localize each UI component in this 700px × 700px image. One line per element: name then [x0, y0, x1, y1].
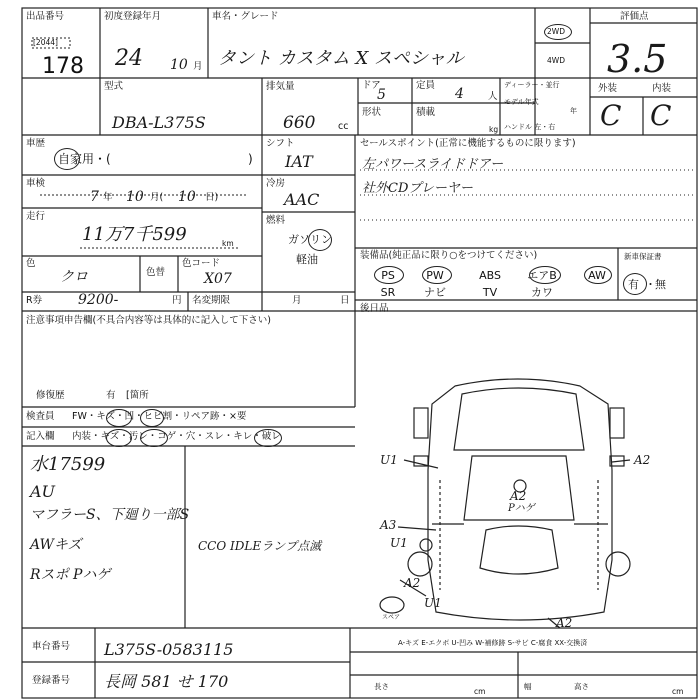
- aircon-value: AAC: [284, 190, 320, 209]
- type-label: 型式: [104, 81, 124, 92]
- history-options: 自家用・(: [58, 152, 111, 166]
- inspector-row-1: FW・キズ・凹・ヒビ割・リペア跡・×要: [72, 411, 247, 422]
- cc-unit: cc: [338, 121, 349, 132]
- color-code-value: X07: [204, 271, 232, 287]
- type-value: DBA-L375S: [112, 113, 206, 132]
- hw-note-1: 水17599: [30, 454, 106, 475]
- name-change-label: 名変期限: [192, 295, 231, 306]
- interior-grade: C: [650, 99, 672, 132]
- model-name: タント カスタム X スペシャル: [218, 48, 464, 69]
- car-label-a2-a: A2: [634, 453, 651, 467]
- shift-label: シフト: [266, 138, 295, 149]
- inspection-label: 車検: [26, 178, 46, 189]
- hw-note-2: AU: [30, 482, 56, 501]
- inspector-row-2: 内装・キズ・汚レ・コゲ・穴・スレ・キレ・破レ: [72, 431, 281, 442]
- history-close: ): [248, 152, 253, 166]
- exterior-grade: C: [600, 99, 622, 132]
- vin-label: 車台番号: [32, 641, 71, 652]
- car-label-u1-a: U1: [380, 453, 398, 467]
- capacity-label: 定員: [416, 80, 436, 91]
- lot-sub: [2044]: [33, 38, 58, 47]
- hw-note-5: Rスポ Pハゲ: [30, 567, 111, 583]
- inspection-month: 10: [126, 189, 144, 205]
- mileage-value: 11万7千599: [82, 224, 187, 245]
- fuel-gasoline: ガソリン: [288, 233, 332, 246]
- dealer-label: ディーラー・並行: [504, 81, 560, 89]
- hw-note-4: AWキズ: [30, 537, 82, 553]
- legend-text: A-キズ E-エクボ U-凹み W-補修跡 S-サビ C-腐食 XX-交換済: [398, 639, 588, 647]
- width-label: 幅: [524, 682, 532, 691]
- reg-year: 24: [115, 46, 143, 71]
- shift-value: IAT: [285, 152, 313, 171]
- rear-items-label: 後日品: [360, 303, 389, 314]
- hw-note-3: マフラーS、下廻り一部S: [30, 507, 190, 523]
- car-label-a2-b: A2: [510, 489, 527, 503]
- displacement-value: 660: [283, 113, 316, 133]
- length-unit: cm: [474, 687, 486, 696]
- eval-label: 評価点: [620, 11, 649, 22]
- eval-score: 3.5: [607, 37, 668, 81]
- color-code-label: 色コード: [182, 258, 221, 269]
- reg-month-unit: 月: [193, 61, 203, 72]
- handle-label: ハンドル 左・右: [504, 123, 556, 131]
- inspector-label-2: 記入欄: [26, 431, 55, 442]
- repair-value: 有: [106, 390, 116, 401]
- plate-value: 長岡 581 せ 170: [104, 672, 229, 691]
- color-change-label: 色替: [146, 267, 166, 278]
- sales-point-1: 左パワースライドドアー: [362, 157, 504, 172]
- equip-sr: SR: [380, 286, 396, 299]
- notes-label: 注意事項申告欄(不具合内容等は具体的に記入して下さい): [26, 315, 271, 326]
- plate-label: 登録番号: [32, 675, 71, 686]
- hw-note-right: CCO IDLEランプ点滅: [198, 539, 322, 553]
- inspection-day: 10: [178, 189, 196, 205]
- warranty-no: 無: [655, 278, 666, 291]
- equip-navi: ナビ: [424, 286, 446, 299]
- spare-label: スペア: [382, 614, 401, 621]
- name-change-month: 月: [292, 295, 302, 306]
- drive-4wd: 4WD: [547, 56, 565, 65]
- equip-leather: カワ: [531, 286, 553, 299]
- car-label-u1-b: U1: [390, 536, 408, 550]
- fuel-label: 燃料: [266, 215, 286, 226]
- inspector-label-1: 検査員: [26, 411, 55, 422]
- lot-number: 178: [42, 54, 84, 79]
- height-label: 高さ: [574, 682, 589, 691]
- drive-2wd: 2WD: [547, 27, 565, 36]
- equip-tv: TV: [482, 286, 498, 299]
- equip-pw: PW: [426, 269, 444, 282]
- color-label: 色: [26, 258, 36, 269]
- inspection-day-unit: 日): [205, 192, 219, 203]
- repair-label: 修復歴: [36, 390, 65, 401]
- model-year-label: モデル年式: [504, 98, 539, 106]
- repair-place: [箇所: [126, 390, 149, 401]
- lot-label: 出品番号: [26, 11, 65, 22]
- equip-abs: ABS: [479, 269, 501, 282]
- load-label: 積載: [416, 107, 436, 118]
- height-unit: cm: [672, 687, 684, 696]
- length-label: 長さ: [374, 682, 389, 691]
- name-change-day: 日: [340, 295, 350, 306]
- door-label: ドア: [362, 80, 381, 91]
- equip-aw: AW: [588, 269, 606, 282]
- model-name-label: 車名・グレード: [212, 11, 279, 22]
- mileage-label: 走行: [26, 211, 46, 222]
- kg-unit: kg: [489, 125, 499, 134]
- sales-points-label: セールスポイント(正常に機能するものに限ります): [360, 138, 576, 149]
- color-value: クロ: [60, 269, 88, 285]
- car-label-a2-c: A2: [404, 576, 421, 590]
- door-value: 5: [377, 87, 386, 103]
- recycle-value: 9200-: [78, 292, 119, 308]
- aircon-label: 冷房: [266, 178, 286, 189]
- equip-airbag: エアB: [527, 269, 557, 282]
- car-label-p-hage: Pハゲ: [508, 503, 535, 514]
- year-unit: 年: [570, 107, 577, 115]
- exterior-label: 外装: [598, 83, 618, 94]
- inspection-year-unit: 年: [103, 192, 113, 203]
- car-label-u1-c: U1: [424, 596, 442, 610]
- warranty-label: 新車保証書: [624, 252, 662, 261]
- car-label-a3: A3: [380, 518, 397, 532]
- recycle-unit: 円: [172, 295, 182, 306]
- equipment-label: 装備品(純正品に限り○をつけてください): [360, 250, 538, 261]
- warranty-yes: 有: [628, 278, 639, 291]
- mileage-unit: km: [222, 239, 234, 248]
- warranty-sep: ・: [645, 278, 656, 291]
- recycle-label: R券: [26, 295, 43, 306]
- equip-ps: PS: [381, 269, 395, 282]
- fuel-light-oil: 軽油: [296, 253, 318, 266]
- capacity-value: 4: [455, 86, 464, 102]
- inspection-year: 7: [90, 189, 99, 205]
- shape-label: 形状: [362, 107, 382, 118]
- car-label-a2-d: A2: [556, 616, 573, 630]
- inspection-month-unit: 月(: [150, 192, 164, 203]
- displacement-label: 排気量: [266, 81, 295, 92]
- first-reg-label: 初度登録年月: [104, 11, 162, 22]
- interior-label: 内装: [652, 83, 672, 94]
- sales-point-2: 社外CDプレーヤー: [362, 181, 473, 196]
- history-label: 車歴: [26, 138, 46, 149]
- reg-month: 10: [170, 57, 188, 73]
- vin-value: L375S-0583115: [104, 640, 234, 659]
- person-unit: 人: [488, 91, 498, 102]
